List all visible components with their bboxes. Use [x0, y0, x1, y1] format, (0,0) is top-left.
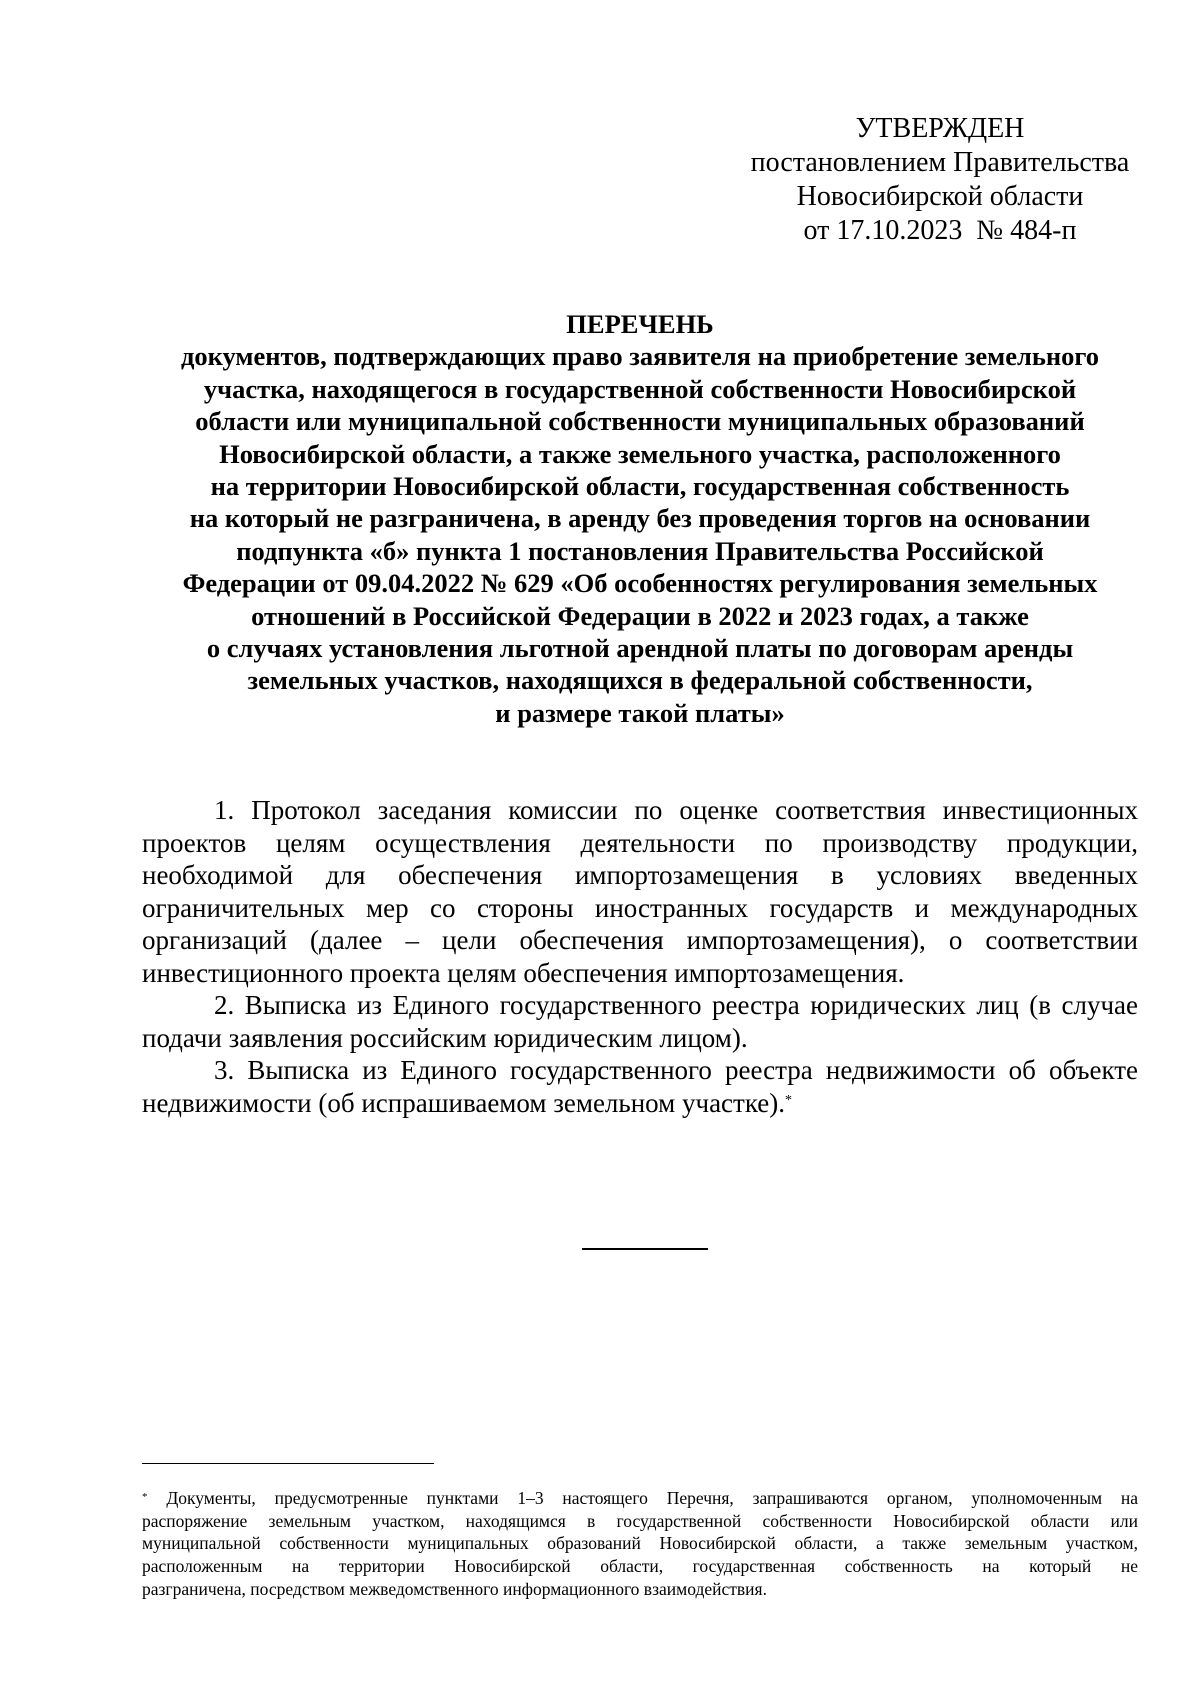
title-line: земельных участков, находящихся в федеральной собственности, [247, 665, 1033, 696]
title-line: подпункта «б» пункта 1 постановления Правительства Российской [236, 535, 1044, 566]
paragraph-line: проектов целям осуществления деятельности по производству продукции, [142, 827, 1138, 858]
list-item-2 [142, 989, 1138, 1054]
title-line: отношений в Российской Федерации в 2022 и 2023 годах, а также [251, 600, 1029, 631]
paragraph-line-text: недвижимости (об испрашиваемом земельном участке). [142, 1087, 786, 1118]
approval-date-number: от 17.10.2023 № 484-п [803, 215, 1077, 246]
approval-title: УТВЕРЖДЕН [855, 113, 1025, 144]
footnote-line: разграничена, посредством межведомственного информационного взаимодействия. [142, 1578, 767, 1599]
title-line: документов, подтверждающих право заявителя на приобретение земельного [180, 341, 1100, 372]
paragraph-line: 2. Выписка из Единого государственного реестра юридических лиц (в случае [214, 990, 1138, 1020]
paragraph-line: подачи заявления российским юридическим лицом). [142, 1022, 748, 1053]
list-item-1 [142, 794, 1138, 989]
title-line: области или муниципальной собственности муниципальных образований [195, 406, 1085, 437]
footnote [142, 1487, 1138, 1601]
title-line: на который не разграничена, в аренду без проведения торгов на основании [189, 503, 1091, 534]
title-line: о случаях установления льготной арендной платы по договорам аренды [206, 633, 1074, 664]
paragraph-line: организаций (далее – цели обеспечения импортозамещения), о соответствии [142, 925, 1138, 955]
approval-block [730, 112, 1150, 248]
title-line: Федерации от 09.04.2022 № 629 «Об особенностях регулирования земельных [182, 568, 1098, 599]
title-line: на территории Новосибирской области, государственная собственность [210, 471, 1070, 502]
document-body [142, 794, 1138, 1119]
paragraph-line: 1. Протокол заседания комиссии по оценке соответствия инвестиционных [214, 795, 1138, 825]
footnote-line: муниципальной собственности муниципальных образований Новосибирской области, а также земельным участком, [142, 1533, 1138, 1554]
title-line: Новосибирской области, а также земельного участка, расположенного [219, 438, 1061, 469]
approval-line: Новосибирской области [796, 181, 1084, 212]
footnote-divider [142, 1463, 434, 1464]
footnote-line: расположенным на территории Новосибирской области, государственная собственность на который не [142, 1556, 1138, 1577]
document-title-block [140, 308, 1140, 729]
paragraph-line: инвестиционного проекта целям обеспечения импортозамещения. [142, 957, 905, 988]
paragraph-line: ограничительных мер со стороны иностранных государств и международных [142, 892, 1138, 923]
end-divider [582, 1248, 708, 1250]
document-heading: ПЕРЕЧЕНЬ [566, 309, 714, 339]
footnote-line: распоряжение земельным участком, находящимся в государственной собственности Новосибирской области или [142, 1510, 1138, 1531]
paragraph-line: 3. Выписка из Единого государственного реестра недвижимости об объекте [214, 1055, 1138, 1085]
footnote-line-text: Документы, предусмотренные пунктами 1–3 настоящего Перечня, запрашиваются органом, уполномоченным на [166, 1488, 1138, 1508]
title-line: и размере такой платы» [495, 697, 785, 728]
approval-line: постановлением Правительства [750, 147, 1130, 178]
footnote-mark: * [142, 1491, 148, 1503]
footnote-line [142, 1487, 1138, 1510]
footnote-reference[interactable]: * [785, 1092, 793, 1108]
list-item-3 [142, 1054, 1138, 1119]
title-line: участка, находящегося в государственной собственности Новосибирской [203, 373, 1077, 404]
paragraph-line: необходимой для обеспечения импортозамещения в условиях введенных [142, 860, 1138, 890]
paragraph-line [142, 1087, 1138, 1120]
